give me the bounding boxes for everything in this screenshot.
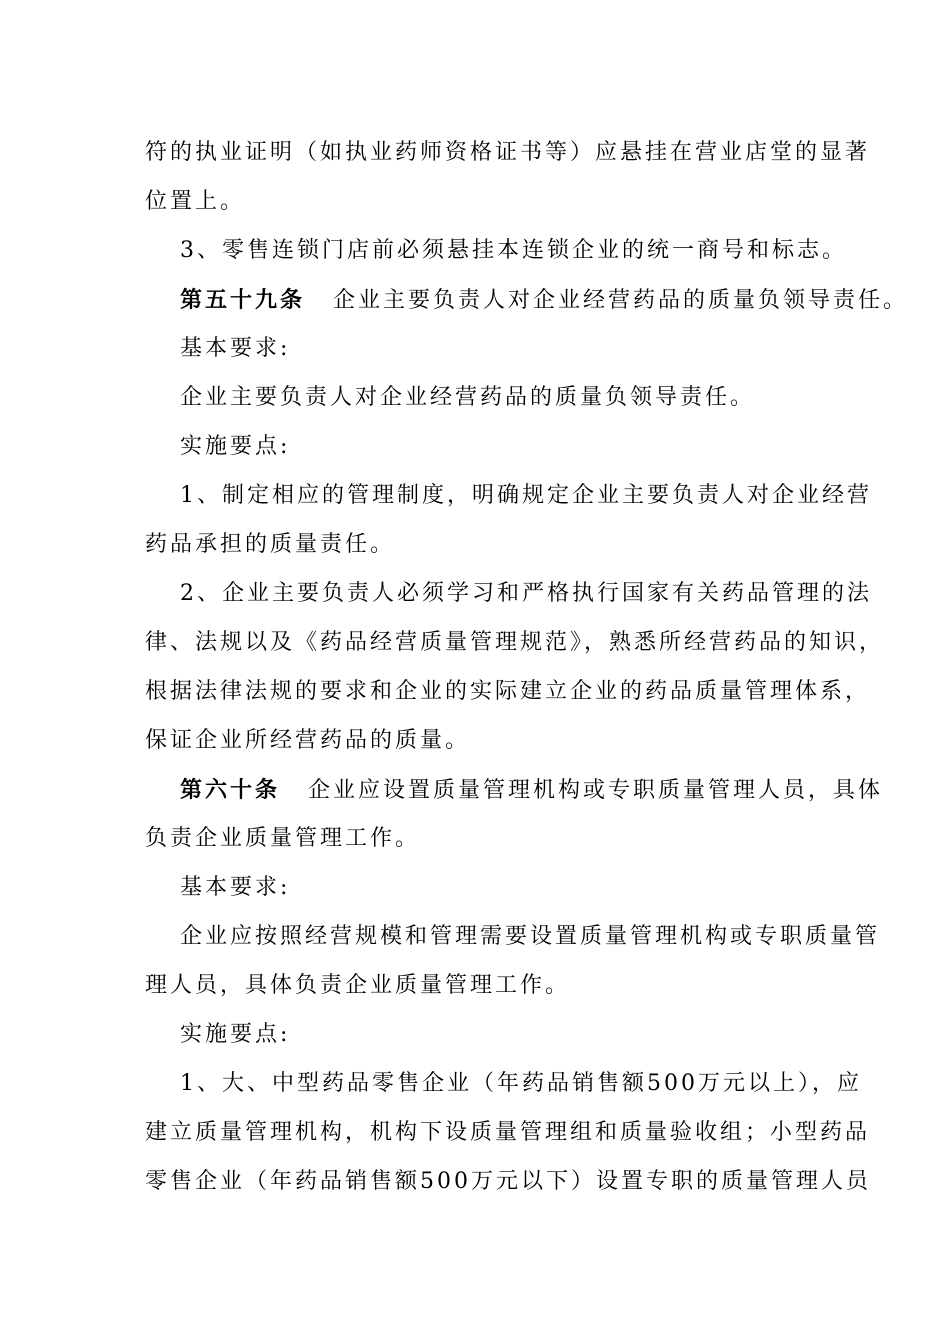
article-number: 第五十九条 <box>180 287 306 313</box>
paragraph-line: 负责企业质量管理工作。 <box>145 826 421 851</box>
paragraph-line: 理人员，具体负责企业质量管理工作。 <box>145 973 571 998</box>
paragraph-line: 2、企业主要负责人必须学习和严格执行国家有关药品管理的法 <box>180 581 872 606</box>
paragraph-line: 建立质量管理机构，机构下设质量管理组和质量验收组；小型药品 <box>145 1120 871 1145</box>
paragraph-line: 位置上。 <box>145 189 246 214</box>
paragraph-line: 1、大、中型药品零售企业（年药品销售额500万元以上），应 <box>180 1071 862 1096</box>
paragraph-line: 律、法规以及《药品经营质量管理规范》，熟悉所经营药品的知识， <box>145 630 885 655</box>
paragraph-line: 1、制定相应的管理制度，明确规定企业主要负责人对企业经营 <box>180 483 872 508</box>
paragraph-line: 企业主要负责人对企业经营药品的质量负领导责任。 <box>180 385 756 410</box>
section-label: 实施要点: <box>180 1022 291 1047</box>
section-label: 基本要求: <box>180 875 291 900</box>
section-label: 实施要点: <box>180 434 291 459</box>
article-heading-line <box>180 775 883 806</box>
paragraph-line: 零售企业（年药品销售额500万元以下）设置专职的质量管理人员 <box>145 1169 871 1194</box>
paragraph-line: 药品承担的质量责任。 <box>145 532 396 557</box>
section-label: 基本要求: <box>180 336 291 361</box>
paragraph-line: 符的执业证明（如执业药师资格证书等）应悬挂在营业店堂的显著 <box>145 140 871 165</box>
article-text: 企业应设置质量管理机构或专职质量管理人员，具体 <box>308 778 884 803</box>
paragraph-line: 根据法律法规的要求和企业的实际建立企业的药品质量管理体系， <box>145 679 871 704</box>
paragraph-line: 保证企业所经营药品的质量。 <box>145 728 471 753</box>
article-text: 企业主要负责人对企业经营药品的质量负领导责任。 <box>333 288 909 313</box>
paragraph-line: 企业应按照经营规模和管理需要设置质量管理机构或专职质量管 <box>180 924 881 949</box>
article-heading-line <box>180 285 908 316</box>
article-number: 第六十条 <box>180 777 281 803</box>
paragraph-line: 3、零售连锁门店前必须悬挂本连锁企业的统一商号和标志。 <box>180 238 847 263</box>
